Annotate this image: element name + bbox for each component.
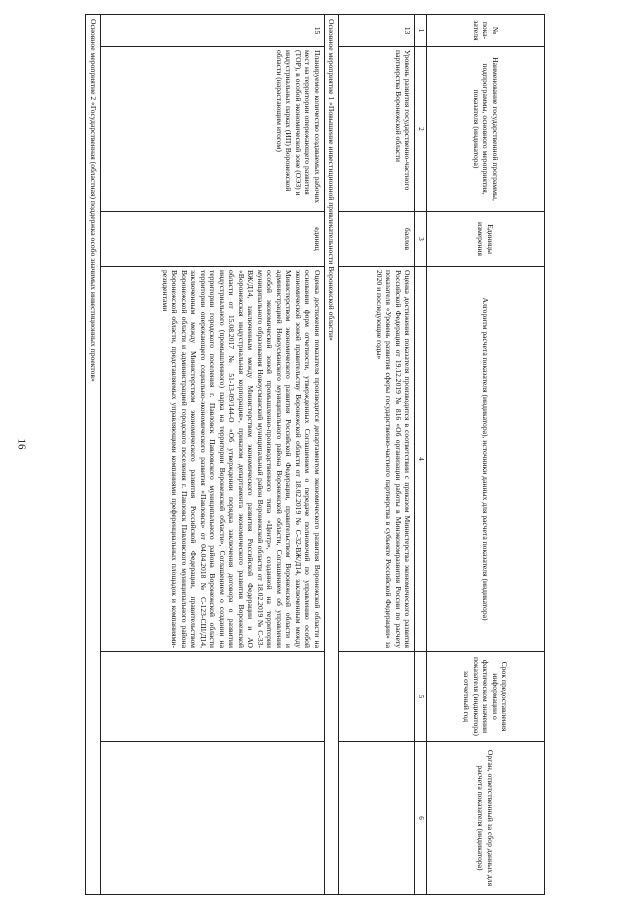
header-col-2: Наименование государственной программы, подпрограммы, основного мероприятия, показателя (индикатора) <box>427 47 545 212</box>
section-title: Основное мероприятие 1 «Повышение инвестиционной привлекательности Воронежской области» <box>324 15 338 895</box>
column-number-row <box>415 15 427 895</box>
algorithm: Оценка достижения показателя производится департаментом экономического развития Воронежской области на основании форм отчетности, утвержденных Соглашением о передаче полномочий по управлению особой экономической зоной правительству Воронежской области от 18.02.2019 № С-32-ВЖ/Д14, заключенным между Министерством экономического развития Российской Федерации, правительством Воронежской области и администрацией Новоусманского муниципального района Воронежской области, Соглашением об управлении особой экономической зоной промышленно-производственного типа «Центр», созданной на территории муниципального образования Новоусманский муниципальный район Воронежской области от 18.02.2019 № С-33-ВЖ/Д14, заключенным между Министерством экономического развития Российской Федерации и АО «Воронежская индустриальная корпорация», приказом департамента экономического развития Воронежской области от 15.08.2017 № 51-13-09/144-О «Об утверждении порядка заключения договора о развитии индустриального (промышленного) парка на территории Воронежской области», Соглашением о создании на территории городского поселения г. Павловск Павловского муниципального района Воронежской области территории опережающего социально-экономического развития «Павловск» от 04.04.2018 № С-123-СШ/Д14, заключенным между Министерством экономического развития Российской Федерации, правительством Воронежской области и администрацией городского поселения г. Павловск Павловского муниципального района Воронежской области, представляемых управляющими компаниями преференциальных площадок и компаниями-резидентами <box>100 267 324 652</box>
table-row <box>339 15 415 895</box>
page-number: 16 <box>15 438 28 450</box>
table-row <box>100 15 324 895</box>
unit: баллов <box>339 212 415 267</box>
column-number: 6 <box>415 742 427 895</box>
indicator-name: Уровень развития государственно-частного партнерства Воронежской области <box>339 47 415 212</box>
section-title: Основное мероприятие 2 «Государственная (областная) поддержка особо значимых инвестиционных проектов» <box>86 15 100 895</box>
column-number: 4 <box>415 267 427 652</box>
deadline <box>100 652 324 742</box>
header-col-3: Единицы измерения <box>427 212 545 267</box>
header-row <box>427 15 545 895</box>
deadline <box>339 652 415 742</box>
algorithm: Оценка достижения показателя производится в соответствии с приказом Министерства экономического развития Российской Федерации от 19.12.2019 № 816 «Об организации работы в Минэкономразвития России по расчету показателя «Уровень развития сферы государственно-частного партнерства в субъекте Российской Федерации» за 2020 и последующие годы» <box>339 267 415 652</box>
column-number: 1 <box>415 15 427 47</box>
header-col-5: Срок предоставления информации о фактическом значении показателя (индикатора) за отчетный год <box>427 652 545 742</box>
column-number: 2 <box>415 47 427 212</box>
section-row <box>86 15 100 895</box>
row-number: 15 <box>100 15 324 47</box>
rotated-table-wrapper <box>23 14 545 894</box>
indicator-name: Планируемое количество создаваемых рабочих мест на территории опережающего развития (ТОР), в особой экономической зоне (ОЭЗ) и индустриальных парках (ИП) Воронежской области (нарастающим итогом) <box>100 47 324 212</box>
row-number: 13 <box>339 15 415 47</box>
column-number: 5 <box>415 652 427 742</box>
header-col-4: Алгоритм расчета показателя (индикатора), источники данных для расчета показателя (индикатора) <box>427 267 545 652</box>
section-row <box>324 15 338 895</box>
header-col-6: Орган, ответственный за сбор данных для расчета показателя (индикатора) <box>427 742 545 895</box>
responsible-agency <box>100 742 324 895</box>
responsible-agency <box>339 742 415 895</box>
header-col-1: № пока-зателя <box>427 15 545 47</box>
unit: единиц <box>100 212 324 267</box>
column-number: 3 <box>415 212 427 267</box>
indicator-table <box>85 14 545 895</box>
